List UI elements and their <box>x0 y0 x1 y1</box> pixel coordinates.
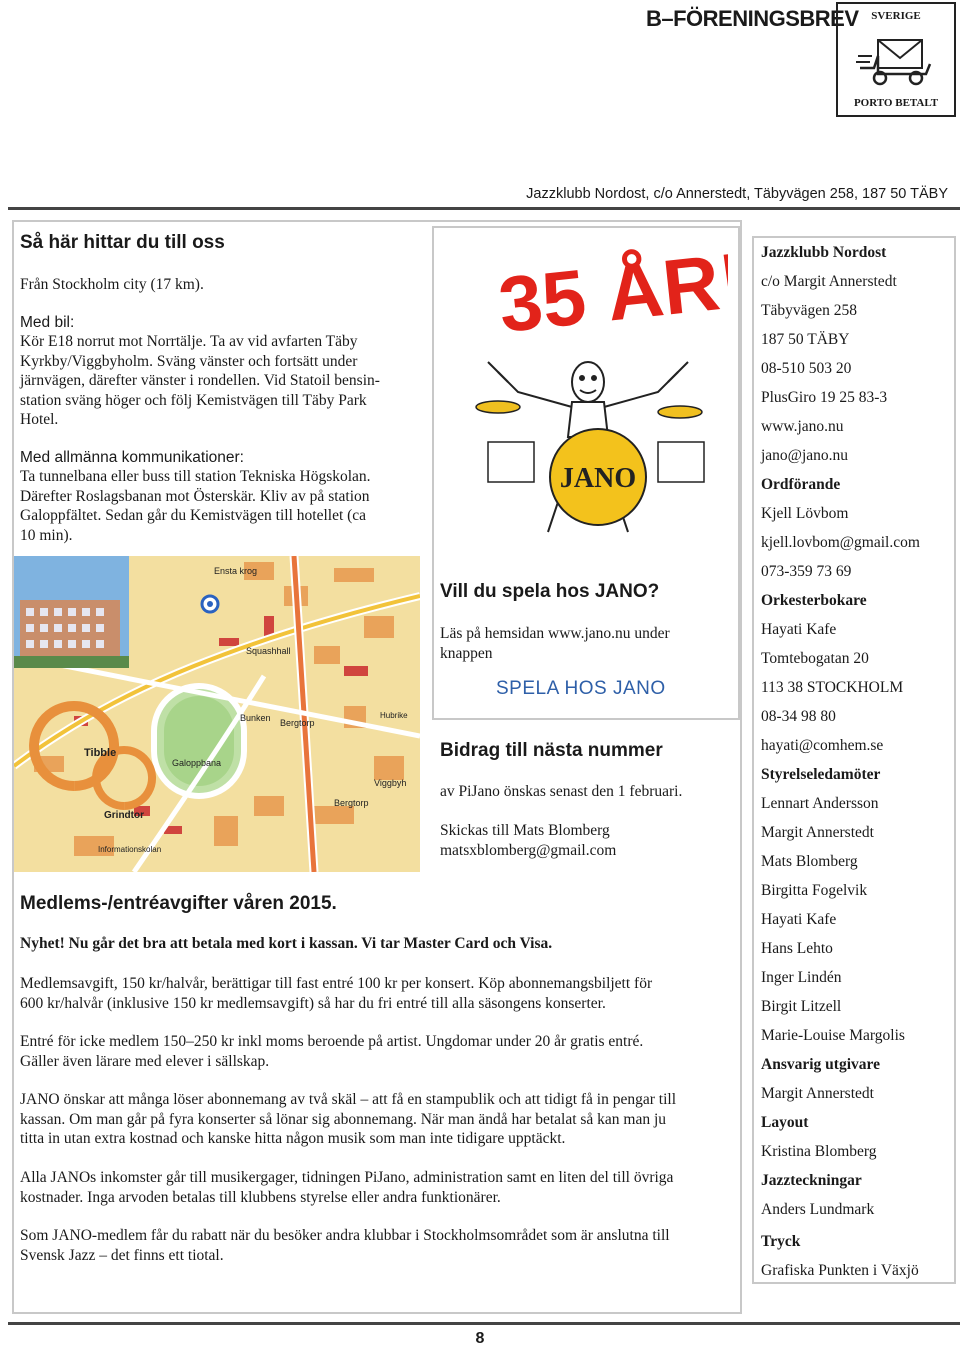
contact-line: Margit Annerstedt <box>761 824 874 841</box>
contact-line: Margit Annerstedt <box>761 1085 874 1102</box>
contact-line: 08-510 503 20 <box>761 360 852 377</box>
public-line: Ta tunnelbana eller buss till station Tekniska Högskolan. <box>20 468 371 485</box>
drummer-illustration <box>458 232 728 562</box>
fees-news: Nyhet! Nu går det bra att betala med kort i kassan. Vi tar Master Card och Visa. <box>20 935 553 952</box>
map-label: Bunken <box>240 713 271 723</box>
fees-title: Medlems-/entréavgifter våren 2015. <box>20 893 337 914</box>
public-line: 10 min). <box>20 526 73 544</box>
map-label: Informationskolan <box>98 845 162 854</box>
fees-line: Gäller även lärare med elever i sällskap. <box>20 1052 270 1070</box>
contact-line: Inger Lindén <box>761 969 842 986</box>
directions-title: Så här hittar du till oss <box>20 232 225 253</box>
public-transport-title: Med allmänna kommunikationer: <box>20 449 244 466</box>
contact-line: 073-359 73 69 <box>761 563 852 580</box>
contacts-list <box>761 244 920 1291</box>
fees-line: Medlemsavgift, 150 kr/halvår, berättigar till fast entré 100 kr per konsert. Köp abonnemangsbiljett för <box>20 975 653 992</box>
fees-paragraph-entry <box>20 1032 643 1071</box>
fees-paragraph-discount <box>20 1226 670 1265</box>
play-text <box>440 624 670 663</box>
map-label: Bergtorp <box>280 718 315 728</box>
fees-line: Som JANO-medlem får du rabatt när du besöker andra klubbar i Stockholmsområdet som är anslutna till <box>20 1227 670 1244</box>
contact-link[interactable]: www.jano.nu <box>761 418 844 435</box>
contact-email[interactable]: jano@jano.nu <box>761 447 849 464</box>
contribution-text: av PiJano önskas senast den 1 februari. <box>440 783 683 800</box>
public-line: Galoppfältet. Sedan går du Kemistvägen till hotellet (ca <box>20 507 367 524</box>
send-line: Skickas till Mats Blomberg <box>440 822 610 839</box>
contact-line: Hayati Kafe <box>761 911 837 928</box>
contact-heading: Ordförande <box>761 476 841 493</box>
fees-line: kassan. Om man går på fyra konserter så lönar sig abonnemang. När man ändå har betalat så kan man ju <box>20 1110 667 1128</box>
map-label: Squashhall <box>246 646 291 656</box>
fees-line: 600 kr/halvår (inklusive 150 kr medlemsavgift) så har du fri entré till alla säsongens konserter. <box>20 994 606 1012</box>
fees-line: Entré för icke medlem 150–250 kr inkl moms beroende på artist. Ungdomar under 20 år gratis entré. <box>20 1033 644 1050</box>
mail-truck-icon <box>856 26 940 88</box>
play-line: knappen <box>440 644 493 662</box>
play-title: Vill du spela hos JANO? <box>440 581 660 602</box>
footer-rule <box>8 1322 960 1325</box>
map-label: Viggbyh <box>374 778 407 788</box>
contact-line: Anders Lundmark <box>761 1201 875 1218</box>
fees-paragraph-income <box>20 1168 673 1207</box>
drum-logo: JANO <box>559 463 637 494</box>
contact-line: 187 50 TÄBY <box>761 331 850 348</box>
postage-stamp <box>836 2 956 117</box>
car-line: station sväng höger och följ Kemistvägen till Täby Park <box>20 391 367 409</box>
map-label: Ensta krog <box>214 566 258 576</box>
contact-line: Birgitta Fogelvik <box>761 882 868 899</box>
location-map <box>14 556 420 872</box>
car-line: Kör E18 norrut mot Norrtälje. Ta av vid avfarten Täby <box>20 333 358 350</box>
spela-hos-jano-button[interactable]: SPELA HOS JANO <box>496 678 666 699</box>
fees-line: Alla JANOs inkomster går till musikergager, tidningen PiJano, administration samt en liten del till övriga <box>20 1169 674 1186</box>
contact-line: Täbyvägen 258 <box>761 302 857 319</box>
play-line: Läs på hemsidan www.jano.nu under <box>440 625 670 642</box>
newsletter-title: B–FÖRENINGSBREV <box>646 6 859 31</box>
contact-heading: Jazzteckningar <box>761 1172 862 1189</box>
contact-line: 08-34 98 80 <box>761 708 836 725</box>
contact-heading: Ansvarig utgivare <box>761 1056 880 1073</box>
anniversary-banner: 35 ÅR! <box>494 235 728 349</box>
contact-line: Mats Blomberg <box>761 853 858 870</box>
contact-line: Kjell Lövbom <box>761 505 849 522</box>
fees-paragraph-membership <box>20 974 652 1013</box>
contact-line: Hayati Kafe <box>761 621 837 638</box>
contact-line: Grafiska Punkten i Växjö <box>761 1262 919 1279</box>
contact-line: Lennart Andersson <box>761 795 879 812</box>
fees-line: titta in utan extra kostnad och kanske hitta någon musik som man inte tidigare upptäckt. <box>20 1130 566 1147</box>
contact-line: Jazzklubb Nordost <box>761 244 887 261</box>
contact-line: Tomtebogatan 20 <box>761 650 869 667</box>
car-line: Kyrkby/Viggbyholm. Sväng vänster och fortsätt under <box>20 352 358 370</box>
sender-address: Jazzklubb Nordost, c/o Annerstedt, Täbyvägen 258, 187 50 TÄBY <box>526 186 948 202</box>
fees-line: JANO önskar att många löser abonnemang av två skäl – att få en stampublik och att tidigt få in pengar till <box>20 1091 676 1108</box>
contact-line: Kristina Blomberg <box>761 1143 877 1160</box>
public-directions <box>20 467 430 545</box>
map-label: Tibble <box>84 747 117 759</box>
middle-frame-divider <box>432 718 740 720</box>
send-to <box>440 821 616 860</box>
car-title: Med bil: <box>20 314 75 331</box>
page-number: 8 <box>475 1330 485 1347</box>
car-line: järnvägen, därefter vänster i rondellen. Vid Statoil bensin- <box>20 372 380 389</box>
car-line: Hotel. <box>20 411 59 428</box>
stamp-text: PORTO BETALT <box>853 97 939 109</box>
contact-heading: Layout <box>761 1114 809 1131</box>
contact-line: c/o Margit Annerstedt <box>761 273 897 290</box>
contact-heading: Tryck <box>761 1233 801 1250</box>
contact-line: 113 38 STOCKHOLM <box>761 679 904 696</box>
contact-line: Hans Lehto <box>761 940 833 957</box>
contribution-title: Bidrag till nästa nummer <box>440 740 663 761</box>
fees-line: kostnader. Inga arvoden betalas till klubbens styrelse eller andra funktionärer. <box>20 1188 501 1206</box>
contact-line: Marie-Louise Margolis <box>761 1027 905 1044</box>
map-label: Hubrike <box>380 711 408 720</box>
car-directions <box>20 332 430 430</box>
contact-line: Birgit Litzell <box>761 998 842 1015</box>
map-label: Galoppbana <box>172 758 222 768</box>
contact-email[interactable]: kjell.lovbom@gmail.com <box>761 534 920 551</box>
header-rule <box>8 207 960 210</box>
contact-line: PlusGiro 19 25 83-3 <box>761 389 888 406</box>
contact-email[interactable]: hayati@comhem.se <box>761 737 884 754</box>
contact-heading: Styrelseledamöter <box>761 766 881 783</box>
map-label: Grindtor <box>104 810 144 821</box>
map-label: Bergtorp <box>334 798 369 808</box>
fees-paragraph-subscription <box>20 1090 676 1149</box>
directions-from: Från Stockholm city (17 km). <box>20 276 204 293</box>
send-email[interactable]: matsxblomberg@gmail.com <box>440 841 617 859</box>
fees-line: Svensk Jazz – det finns ett tiotal. <box>20 1246 224 1264</box>
contact-heading: Orkesterbokare <box>761 592 867 609</box>
public-line: Därefter Roslagsbanan mot Österskär. Kliv av på station <box>20 487 370 505</box>
stamp-country: SVERIGE <box>871 10 921 22</box>
